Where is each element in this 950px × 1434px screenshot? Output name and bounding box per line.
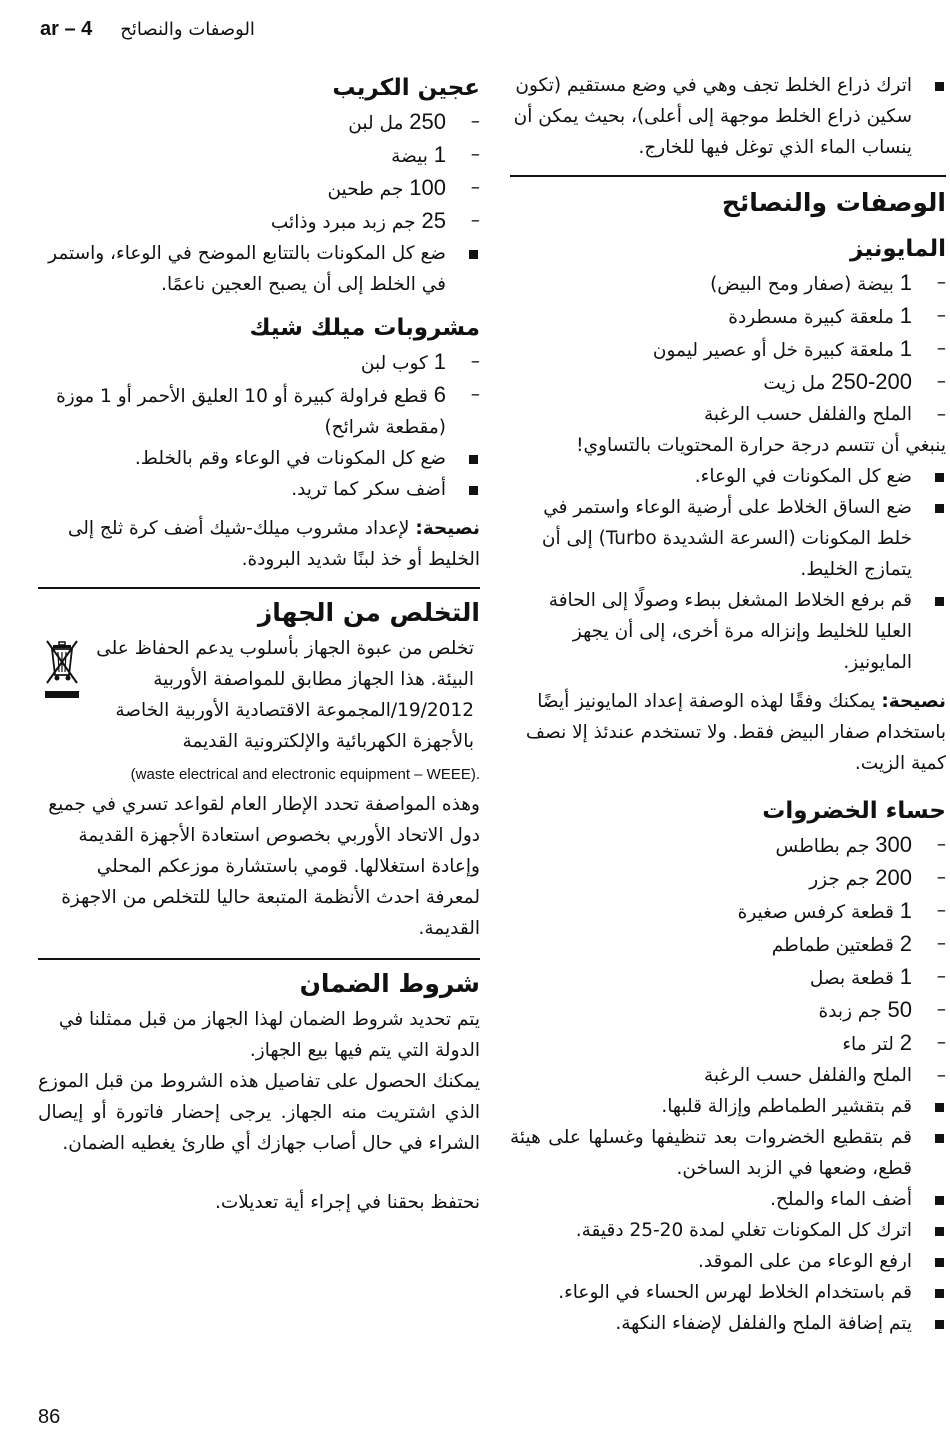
ingredient-item: – الملح والفلفل حسب الرغبة bbox=[510, 1060, 946, 1091]
ingredient-item: – 6 قطع فراولة كبيرة أو 10 العليق الأحمر أو 1 موزة (مقطعة شرائح) bbox=[38, 379, 480, 443]
milkshake-ingredients bbox=[38, 346, 480, 443]
ingredient-item: – 25 جم زبد مبرد وذائب bbox=[38, 205, 480, 238]
intro-bullet-item: اترك ذراع الخلط تجف وهي في وضع مستقيم (تكون سكين ذراع الخلط موجهة إلى أعلى)، بحيث يمكن أن ينساب الماء الذي توغل فيها للخارج. bbox=[510, 70, 946, 163]
ingredient-item: – 2 لتر ماء bbox=[510, 1027, 946, 1060]
step-item: قم بتقطيع الخضروات بعد تنظيفها وغسلها على هيئة قطع، وضعها في الزبد الساخن. bbox=[510, 1122, 946, 1184]
ingredient-item: – 1 ملعقة كبيرة خل أو عصير ليمون bbox=[510, 333, 946, 366]
disposal-text: تخلص من عبوة الجهاز بأسلوب يدعم الحفاظ على البيئة. هذا الجهاز مطابق للمواصفة الأوربية 19/2012/المجموعة الاقتصادية الأوربية الخاصة بالأجهزة الكهربائية والإلكترونية القديمة bbox=[96, 638, 474, 752]
ingredient-item: – 300 جم بطاطس bbox=[510, 829, 946, 862]
milkshake-title: مشروبات ميلك شيك bbox=[249, 315, 480, 341]
step-item: يتم إضافة الملح والفلفل لإضفاء النكهة. bbox=[510, 1308, 946, 1339]
mayonnaise-tip bbox=[510, 686, 946, 779]
mayonnaise-steps bbox=[510, 461, 946, 678]
language-page-code: ar – 4 bbox=[40, 17, 93, 40]
ingredient-item: – 1 قطعة بصل bbox=[510, 961, 946, 994]
weee-english-note: (waste electrical and electronic equipment – WEEE). bbox=[130, 766, 480, 783]
step-item: قم برفع الخلاط المشغل ببطء وصولًا إلى الحافة العليا للخليط وإنزاله مرة أخرى، إلى أن يجهز المايونيز. bbox=[510, 585, 946, 678]
right-column bbox=[510, 70, 946, 1339]
section-divider bbox=[38, 958, 480, 960]
ingredient-item: – 1 بيضة bbox=[38, 139, 480, 172]
step-item: ضع كل المكونات في الوعاء. bbox=[510, 461, 946, 492]
step-item: ارفع الوعاء من على الموقد. bbox=[510, 1246, 946, 1277]
tip-label: نصيحة: bbox=[415, 518, 480, 539]
crossed-out-bin-icon bbox=[38, 633, 82, 757]
soup-ingredients bbox=[510, 829, 946, 1091]
step-item: قم بتقشير الطماطم وإزالة قلبها. bbox=[510, 1091, 946, 1122]
ingredient-item: – 1 بيضة (صفار ومح البيض) bbox=[510, 267, 946, 300]
tip-label: نصيحة: bbox=[881, 691, 946, 712]
ingredient-item: – 1 قطعة كرفس صغيرة bbox=[510, 895, 946, 928]
step-item: قم باستخدام الخلاط لهرس الحساء في الوعاء. bbox=[510, 1277, 946, 1308]
milkshake-tip bbox=[38, 513, 480, 575]
disposal-title: التخلص من الجهاز bbox=[257, 598, 480, 627]
page-number: 86 bbox=[38, 1406, 61, 1428]
warranty-paragraph: يمكنك الحصول على تفاصيل هذه الشروط من قبل الموزع الذي اشتريت منه الجهاز. يرجى إحضار فاتورة أو إيصال الشراء في حال أصاب جهازك أي طارئ يغطيه الضمان. bbox=[38, 1071, 480, 1154]
section-divider bbox=[38, 587, 480, 589]
step-item: ضع الساق الخلاط على أرضية الوعاء واستمر في خلط المكونات (السرعة الشديدة Turbo) إلى أن يتمازج الخليط. bbox=[510, 492, 946, 585]
milkshake-steps bbox=[38, 443, 480, 505]
step-item: أضف سكر كما تريد. bbox=[38, 474, 480, 505]
section-title-recipes: الوصفات والنصائح bbox=[721, 188, 946, 217]
intro-list bbox=[510, 70, 946, 163]
ingredient-item: – 100 جم طحين bbox=[38, 172, 480, 205]
tip-text: لإعداد مشروب ميلك-شيك أضف كرة ثلج إلى الخليط أو خذ لبنًا شديد البرودة. bbox=[67, 518, 480, 570]
section-divider bbox=[510, 175, 946, 177]
ingredient-item: – 1 كوب لبن bbox=[38, 346, 480, 379]
ingredient-item: – الملح والفلفل حسب الرغبة bbox=[510, 399, 946, 430]
mayonnaise-warning: ينبغي أن تتسم درجة حرارة المحتويات بالتساوي! bbox=[576, 435, 946, 456]
warranty-disclaimer: نحتفظ بحقنا في إجراء أية تعديلات. bbox=[214, 1192, 480, 1213]
vegetable-soup-title: حساء الخضروات bbox=[762, 798, 946, 824]
disposal-block bbox=[38, 633, 480, 757]
warranty-paragraph: يتم تحديد شروط الضمان لهذا الجهاز من قبل ممثلنا في الدولة التي يتم فيها بيع الجهاز. bbox=[58, 1009, 480, 1061]
crepe-steps bbox=[38, 238, 480, 300]
mayonnaise-title: المايونيز bbox=[850, 236, 946, 262]
crepe-dough-title: عجين الكريب bbox=[332, 75, 480, 101]
tip-text: يمكنك وفقًا لهذه الوصفة إعداد المايونيز أيضًا باستخدام صفار البيض فقط. ولا تستخدم عندئذ إلا نصف كمية الزيت. bbox=[525, 691, 946, 774]
ingredient-item: – 50 جم زبدة bbox=[510, 994, 946, 1027]
step-item: ضع كل المكونات بالتتابع الموضح في الوعاء، واستمر في الخلط إلى أن يصبح العجين ناعمًا. bbox=[38, 238, 480, 300]
page-header bbox=[40, 14, 255, 44]
soup-steps bbox=[510, 1091, 946, 1339]
step-item: ضع كل المكونات في الوعاء وقم بالخلط. bbox=[38, 443, 480, 474]
warranty-title: شروط الضمان bbox=[299, 969, 480, 998]
header-title: الوصفات والنصائح bbox=[120, 18, 255, 40]
disposal-text-continued: وهذه المواصفة تحدد الإطار العام لقواعد تسري في جميع دول الاتحاد الأوربي بخصوص استعادة الأجهزة القديمة وإعادة استغلالها. قومي باستشارة موزعكم المحلي لمعرفة احدث الأنظمة المتبعة حاليا للتخلص من الاجهزة القديمة. bbox=[48, 794, 480, 939]
ingredient-item: – 2 قطعتين طماطم bbox=[510, 928, 946, 961]
mayonnaise-ingredients bbox=[510, 267, 946, 430]
left-column bbox=[38, 70, 480, 1218]
ingredient-item: – 250-200 مل زيت bbox=[510, 366, 946, 399]
ingredient-item: – 250 مل لبن bbox=[38, 106, 480, 139]
ingredient-item: – 1 ملعقة كبيرة مسطردة bbox=[510, 300, 946, 333]
step-item: اترك كل المكونات تغلي لمدة 20-25 دقيقة. bbox=[510, 1215, 946, 1246]
ingredient-item: – 200 جم جزر bbox=[510, 862, 946, 895]
crepe-ingredients bbox=[38, 106, 480, 238]
step-item: أضف الماء والملح. bbox=[510, 1184, 946, 1215]
